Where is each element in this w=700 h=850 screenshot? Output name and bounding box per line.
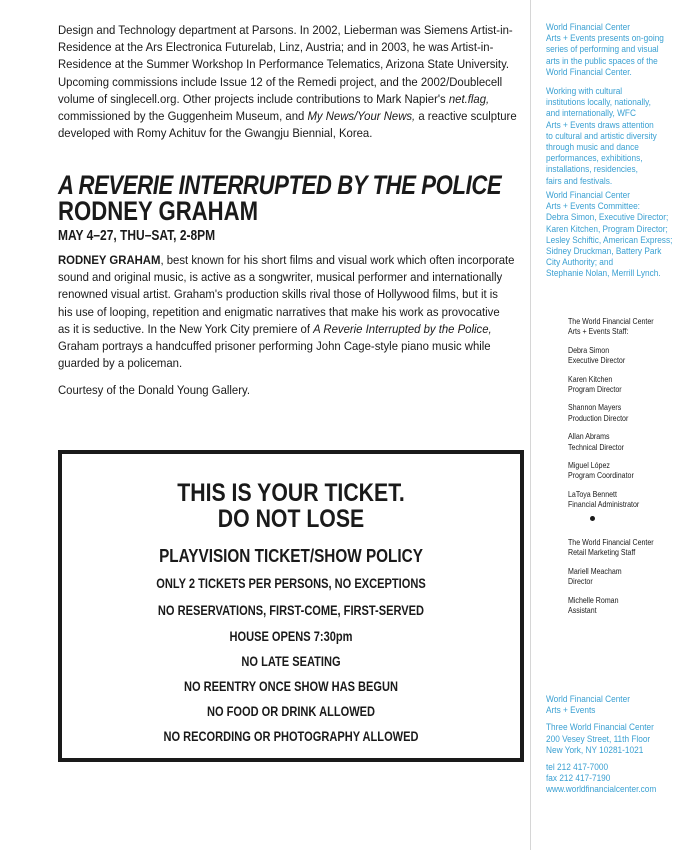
- sidebar-line: through music and dance: [546, 142, 639, 153]
- event-description: [58, 252, 564, 372]
- sidebar-line: installations, residencies,: [546, 164, 638, 175]
- policy-rule: NO LATE SEATING: [241, 654, 341, 669]
- body-line: renowned visual artist. Graham's production skills rival those of Hollywood films, but it is: [58, 287, 498, 302]
- sidebar-line: arts in the public spaces of the: [546, 55, 658, 66]
- ticket-headline: THIS IS YOUR TICKET.: [177, 479, 405, 507]
- intro-line: Residence at the Ars Electronica Futurelab, Linz, Austria; and in 2003, he was Artist-in-: [58, 40, 494, 55]
- body-italic-text: A Reverie Interrupted by the Police,: [313, 321, 492, 336]
- sidebar-mission: [546, 86, 669, 187]
- staff-heading: Retail Marketing Staff: [568, 547, 636, 558]
- sidebar-line: Stephanie Nolan, Merrill Lynch.: [546, 268, 661, 279]
- intro-line: [58, 108, 529, 125]
- intro-text: commissioned by the Guggenheim Museum, and: [58, 109, 308, 124]
- event-title: A REVERIE INTERRUPTED BY THE POLICE: [58, 170, 502, 200]
- policy-rule: NO REENTRY ONCE SHOW HAS BEGUN: [183, 679, 399, 694]
- sidebar-line: performances, exhibitions,: [546, 153, 643, 164]
- courtesy-credit: [58, 382, 564, 399]
- sidebar-line: Debra Simon, Executive Director;: [546, 212, 669, 223]
- staff-role: Financial Administrator: [568, 499, 640, 510]
- staff-name: Karen Kitchen: [568, 373, 613, 384]
- contact-line: World Financial Center: [546, 694, 630, 704]
- staff-list: [568, 316, 672, 510]
- policy-rule: HOUSE OPENS 7:30pm: [229, 629, 353, 644]
- sidebar-line: institutions locally, nationally,: [546, 97, 651, 108]
- sidebar-line: Karen Kitchen, Program Director;: [546, 223, 668, 234]
- body-text: , best known for his short films and visual work which often incorporate: [160, 253, 515, 267]
- retail-staff-list: [568, 537, 672, 615]
- policy-rule: NO RESERVATIONS, FIRST-COME, FIRST-SERVED: [157, 603, 425, 618]
- staff-name: Shannon Mayers: [568, 402, 622, 413]
- staff-role: Technical Director: [568, 441, 625, 452]
- intro-line: [58, 91, 529, 108]
- sidebar-line: World Financial Center.: [546, 66, 632, 77]
- body-artist-name: RODNEY GRAHAM: [58, 253, 161, 267]
- intro-paragraph: [58, 22, 528, 142]
- sidebar-line: Arts + Events draws attention: [546, 119, 654, 130]
- column-divider: [530, 0, 531, 850]
- staff-role: Production Director: [568, 412, 629, 423]
- sidebar-line: World Financial Center: [546, 190, 630, 200]
- intro-line: Residence at the Summer Workshop In Performance Telematics, Arizona State University.: [58, 57, 510, 72]
- body-line: Graham portrays a handcuffed prisoner performing John Cage-style piano music while: [58, 339, 491, 354]
- sidebar-committee: [546, 190, 686, 280]
- body-line: [58, 321, 529, 338]
- body-text: as it is seductive. In the New York City premiere of: [58, 321, 314, 336]
- body-line: his use of looping, repetition and enigmatic narratives that make his work as provocative: [58, 304, 500, 319]
- sidebar-line: Lesley Schiftic, American Express;: [546, 234, 673, 245]
- bullet-separator-icon: [590, 516, 595, 521]
- body-line: [58, 252, 529, 269]
- intro-italic-text: net.flag,: [448, 91, 490, 106]
- contact-line: 200 Vesey Street, 11th Floor: [546, 733, 651, 744]
- intro-text: volume of singlecell.org. Other projects include contributions to Mark Napier's: [58, 91, 449, 106]
- policy-rule: NO FOOD OR DRINK ALLOWED: [206, 704, 376, 719]
- body-line: guarded by a policeman.: [58, 356, 183, 371]
- main-column: [58, 22, 528, 397]
- staff-heading: The World Financial Center: [568, 537, 654, 547]
- intro-text: a reactive sculpture: [415, 109, 517, 124]
- artist-name: RODNEY GRAHAM: [58, 196, 259, 226]
- intro-line: Design and Technology department at Parsons. In 2002, Lieberman was Siemens Artist-in-: [58, 23, 513, 37]
- sidebar-line: to cultural and artistic diversity: [546, 130, 657, 141]
- intro-italic-text: My News/Your News,: [307, 109, 416, 124]
- contact-line: Three World Financial Center: [546, 722, 654, 733]
- policy-rule: ONLY 2 TICKETS PER PERSONS, NO EXCEPTIONS: [156, 576, 426, 591]
- sidebar-line: City Authority; and: [546, 257, 614, 268]
- intro-line: Upcoming commissions include Issue 12 of the Remedi project, and the 2002/Doublecell: [58, 74, 503, 89]
- sidebar-line: Working with cultural: [546, 86, 623, 96]
- event-dates: MAY 4–27, THU–SAT, 2-8PM: [58, 227, 216, 244]
- contact-line: Arts + Events: [546, 705, 596, 716]
- staff-role: Assistant: [568, 605, 597, 616]
- staff-name: LaToya Bennett: [568, 488, 617, 499]
- sidebar: [546, 0, 700, 850]
- staff-name: Michelle Roman: [568, 594, 619, 605]
- policy-title: PLAYVISION TICKET/SHOW POLICY: [159, 546, 423, 566]
- staff-name: Debra Simon: [568, 344, 610, 355]
- intro-line: developed with Romy Achituv for the Gwangju Biennial, Korea.: [58, 126, 373, 141]
- sidebar-about: [546, 22, 677, 78]
- staff-role: Program Coordinator: [568, 470, 634, 481]
- staff-role: Program Director: [568, 384, 622, 395]
- sidebar-line: series of performing and visual: [546, 44, 659, 55]
- sidebar-line: Sidney Druckman, Battery Park: [546, 246, 662, 257]
- staff-name: Allan Abrams: [568, 431, 610, 442]
- contact-line: New York, NY 10281-1021: [546, 744, 644, 755]
- contact-line: fax 212 417-7190: [546, 773, 611, 784]
- contact-line: tel 212 417-7000: [546, 762, 609, 773]
- website-link[interactable]: www.worldfinancialcenter.com: [546, 784, 657, 795]
- staff-name: Miguel López: [568, 460, 610, 471]
- sidebar-line: Arts + Events Committee:: [546, 201, 640, 212]
- ticket-box: [58, 450, 524, 762]
- sidebar-line: and internationally, WFC: [546, 108, 636, 119]
- staff-heading: Arts + Events Staff:: [568, 326, 629, 337]
- sidebar-line: World Financial Center: [546, 22, 630, 32]
- sidebar-contact: [546, 694, 669, 796]
- body-line: sound and original music, is active as a songwriter, musical performer and internationally: [58, 270, 503, 285]
- ticket-headline: DO NOT LOSE: [217, 505, 365, 533]
- staff-heading: The World Financial Center: [568, 316, 654, 326]
- staff-name: Mariell Meacham: [568, 565, 622, 576]
- staff-role: Executive Director: [568, 355, 626, 366]
- staff-role: Director: [568, 576, 593, 587]
- policy-rule: NO RECORDING OR PHOTOGRAPHY ALLOWED: [163, 729, 419, 744]
- sidebar-line: fairs and festivals.: [546, 175, 613, 186]
- sidebar-line: Arts + Events presents on-going: [546, 33, 664, 44]
- courtesy-line: Courtesy of the Donald Young Gallery.: [58, 383, 250, 397]
